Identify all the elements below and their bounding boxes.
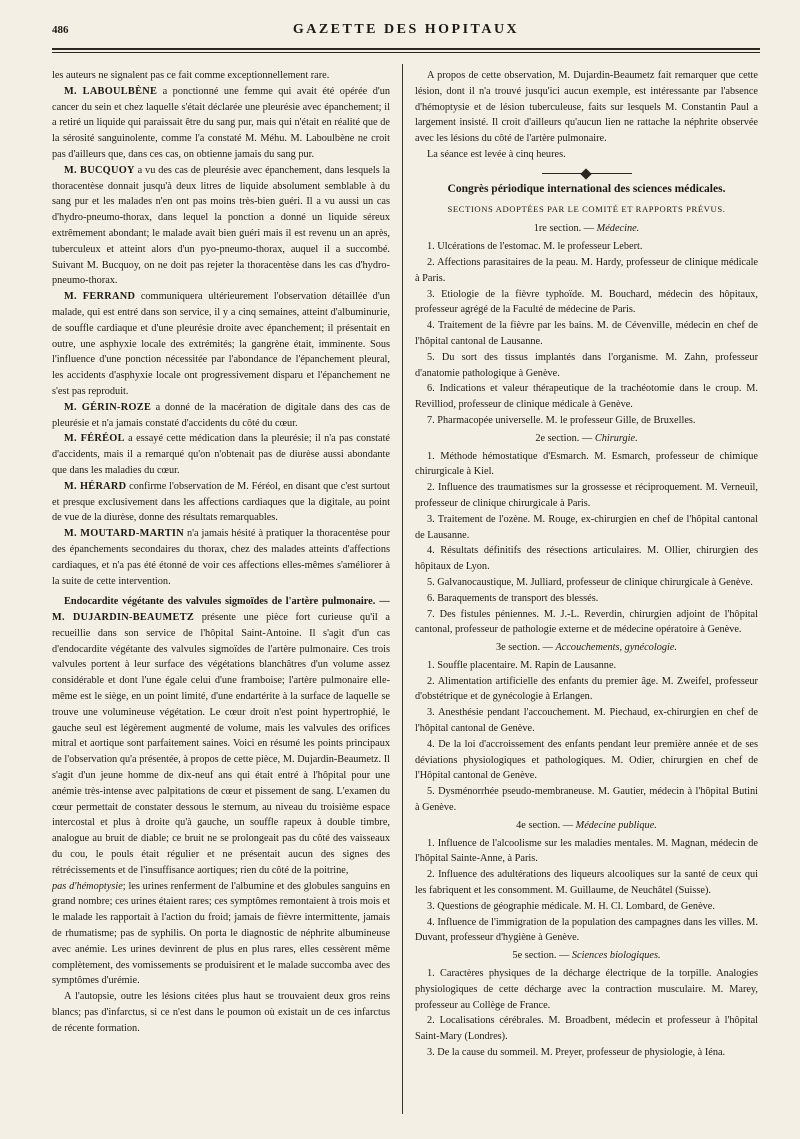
section-topic: Accouchements, gynécologie. — [555, 642, 677, 654]
report-item: 2. Alimentation artificielle des enfants du premier âge. M. Zweifel, professeur d'obstétrique et de gynécologie à Erlangen. — [415, 675, 758, 703]
section-heading — [415, 221, 758, 237]
paragraph-text: les auteurs ne signalent pas ce fait comme exceptionnellement rare. — [52, 70, 330, 81]
paragraph — [52, 989, 390, 1036]
report-item: 3. Anesthésie pendant l'accouchement. M. Piechaud, ex-chirurgien en chef de l'hôpital cantonal de Genève. — [415, 707, 758, 735]
section-title-paragraph — [52, 594, 390, 878]
session-closing: La séance est levée à cinq heures. — [427, 148, 566, 160]
section-topic: Médecine. — [596, 223, 640, 235]
speaker-name: M. LABOULBÈNE — [64, 85, 158, 97]
report-item: 5. Dysménorrhée pseudo-membraneuse. M. Gautier, médecin à l'hôpital Butini à Genève. — [415, 786, 758, 814]
section-number: 4e section. — — [516, 819, 574, 831]
report-item: 1. Méthode hémostatique d'Esmarch. M. Esmarch, professeur de chimique chirurgicale à Kiel. — [415, 450, 758, 478]
left-column — [52, 68, 390, 1037]
report-item: 1. Souffle placentaire. M. Rapin de Lausanne. — [427, 659, 617, 671]
paragraph-text: communiquera ultérieurement l'observation détaillée d'un malade, qui est entré dans son service, il y a cinq semaines, atteint d'albuminurie, de souffle cardiaque et d'une pleurésie droite avec épanchement; il présentait en outre, une asphyxie locale des extrémités; la gangrène était, imminente. Sous l'influence d'une ponction nécessitée par l'abondance de l'épanchement pleural, les accidents d'asphyxie locale ont progressivement disparu et l'épanchement ne s'est pas reproduit. — [52, 291, 390, 397]
paragraph-text: a vu des cas de pleurésie avec épanchement, dans lesquels la thoracentèse donnait jusqu'à deux litres de liquide absolument semblable à du sang pur et les malades n'en ont pas moins très-bien guéri. Il a vu aussi un cas d'hydro-pneumo-thorax, dans lequel la ponction a donné un liquide séreux extrêmement abondant; le malade avait bien guéri mais il est revenu un an après, tuberculeux et atteint alors d'un pyo-pneumo-thorax, auquel il a succombé. Suivant M. Bucquoy, on ne doit pas rejeter la thoracentèse dans les cas d'hydro-pneumo-thorax. — [52, 164, 391, 287]
section-heading — [415, 640, 758, 656]
report-item: 4. Traitement de la fièvre par les bains. M. de Cévenville, médecin en chef de l'hôpital cantonal de Lausanne. — [415, 320, 758, 347]
report-item: 6. Baraquements de transport des blessés. — [427, 592, 599, 604]
congres-title: Congrès périodique international des sciences médicales. — [447, 182, 726, 195]
section-number: 1re section. — — [533, 223, 595, 235]
section-topic: Médecine publique. — [575, 819, 657, 831]
speaker-name: M. FÉRÉOL — [64, 433, 125, 445]
paragraph — [52, 84, 390, 163]
column-divider — [402, 64, 403, 1114]
paragraph-text: ; les urines renferment de l'albumine et des globules sanguins en grand nombre; ces urines étaient rares; ces symptômes remontaient à trois mois et le malade les rapportait à l'action du froid; jamais de fièvre intermittente, jamais de rhumatisme; pas de syphilis. On porta le diagnostic de néphrite albumineuse avec anémie. Les urines devinrent de plus en plus rares, elles cessèrent même complètement, des vomissements se produisirent et le malade succomba avec des symptômes d'urémie. — [52, 880, 390, 987]
page-number: 486 — [52, 24, 69, 36]
paragraph-text: A l'autopsie, outre les lésions citées plus haut se trouvaient deux gros reins blancs; pas d'infarctus, si ce n'est dans le poumon où existait un de ces infarctus de récente formation. — [52, 991, 390, 1034]
speaker-name: M. GÉRIN-ROZE — [64, 401, 152, 413]
speaker-name: M. BUCQUOY — [64, 164, 135, 176]
report-item: 3. Questions de géographie médicale. M. H. Cl. Lombard, de Genève. — [427, 900, 715, 912]
report-item: 4. De la loi d'accroissement des enfants pendant leur première année et de ses déviations physiologiques et pathologiques. M. Odier, chirurgien en chef de l'Hôpital cantonal de Genève. — [415, 738, 758, 782]
paragraph-text: a essayé cette médication dans la pleurésie; il n'a pas constaté d'accidents, mais il a remarqué qu'on n'obtenait pas de diurèse aussi abondante que dans les maladies du cœur. — [52, 433, 391, 476]
right-column — [415, 68, 758, 1061]
paragraph-text: présente une pièce fort curieuse qu'il a recueillie dans son service de l'hôpital Saint-Antoine. Il s'agit d'un cas d'endocardite végétante des valvules sigmoïdes de l'artère pulmonaire. Ces trois valvules portent à leur surface des végétations blanchâtres d'un volume assez considérable et dont l'une égale celui d'une framboise; l'artère pulmonaire elle-même est le siège, en un point limité, d'une endartérite à la surface de laquelle se trouve une volumineuse végétation. Le cœur droit n'est point hypertrophié, le gauche seul est légèrement augmenté de volume, mais les valvules des orifices mitral et aortique sont parfaitement saines. Voici en résumé les points principaux de l'observation qu'a présentée, à propos de cette pièce, M. Dujardin-Beaumetz. Il s'agit d'un jeune homme de dix-neuf ans qui était entré à l'hôpital pour une anémie très-intense avec palpitations de cœur et pissement de sang. L'examen du cœur permettait de constater dessous le sternum, au niveau du troisième espace intercostal et plus à droite qu'à gauche, un souffle rapeux à double timbre, analogue au bruit de diable; ce bruit ne se prolongeait pas du côté des vaisseaux du cou, le pouls était régulier et ne présentait aucun des signes des rétrécissements et de l'insuffisance aortiques; rien du côté de la poitrine, — [52, 612, 390, 876]
italic-phrase: pas d'hémoptysie — [52, 880, 123, 892]
report-item: 3. De la cause du sommeil. M. Preyer, professeur de physiologie, à Iéna. — [427, 1047, 726, 1059]
speaker-name: M. HÉRARD — [64, 480, 127, 492]
paragraph — [52, 431, 390, 478]
paragraph-text: confirme l'observation de M. Féréol, en disant que c'est surtout et presque exclusivement dans les affections cardiaques que la digitale, au point de vue de la diurèse, donne des résultats remarquables. — [52, 480, 390, 524]
report-item: 7. Pharmacopée universelle. M. le professeur Gille, de Bruxelles. — [427, 414, 696, 426]
speaker-name: M. MOUTARD-MARTIN — [64, 528, 184, 540]
report-item: 5. Du sort des tissus implantés dans l'organisme. M. Zahn, professeur d'anatomie pathologique à Genève. — [415, 351, 758, 379]
gazette-title: GAZETTE DES HOPITAUX — [292, 22, 520, 37]
section-number: 5e section. — — [512, 950, 570, 962]
section-separator — [542, 173, 632, 174]
report-item: 1. Caractères physiques de la décharge électrique de la torpille. Analogies physiologiques de cette décharge avec la contraction musculaire. M. Marey, professeur au Collège de France. — [415, 968, 758, 1011]
section-heading — [415, 431, 758, 447]
section-title: Endocardite végétante des valvules sigmoïdes de l'artère pulmonaire. — [64, 596, 376, 608]
speaker-name: — M. DUJARDIN-BEAUMETZ — [52, 596, 390, 624]
separator-ornament — [580, 168, 591, 179]
report-item: 7. Des fistules péniennes. M. J.-L. Reverdin, chirurgien adjoint de l'hôpital cantonal, professeur de pathologie externe et de médecine opératoire à Genève. — [415, 608, 758, 636]
section-topic: Sciences biologiques. — [571, 950, 661, 962]
paragraph — [52, 68, 390, 84]
report-item: 3. Traitement de l'ozène. M. Rouge, ex-chirurgien en chef de l'hôpital cantonal de Lausanne. — [415, 513, 758, 541]
header-rule-thick — [52, 48, 760, 50]
report-item: 5. Galvanocaustique, M. Julliard, professeur de clinique chirurgicale à Genève. — [427, 576, 753, 588]
paragraph — [52, 400, 390, 432]
report-item: 4. Influence de l'immigration de la population des campagnes dans les villes. M. Duvant, professeur d'hygiène à Genève. — [415, 916, 758, 944]
report-item: 1. Ulcérations de l'estomac. M. le professeur Lebert. — [427, 241, 643, 253]
section-topic: Chirurgie. — [594, 432, 638, 444]
paragraph-text: a donné de la macération de digitale dans des cas de pleurésie et n'a jamais constaté d'accidents du côté du cœur. — [52, 401, 390, 429]
report-item: 2. Influence des adultérations des liqueurs alcooliques sur la santé de ceux qui les fabriquent et les consomment. M. Guillaume, de Neuchâtel (Suisse). — [415, 869, 758, 897]
section-heading — [415, 948, 758, 964]
report-item: 1. Influence de l'alcoolisme sur les maladies mentales. M. Magnan, médecin de l'hôpital Sainte-Anne, à Paris. — [415, 837, 758, 865]
paragraph — [52, 526, 390, 589]
congres-sections — [415, 221, 758, 1060]
section-number: 3e section. — — [496, 642, 553, 654]
report-item: 2. Localisations cérébrales. M. Broadbent, médecin et professeur à l'hôpital Saint-Mary (Londres). — [415, 1015, 758, 1043]
report-item: 2. Influence des traumatismes sur la grossesse et réciproquement. M. Verneuil, professeur de clinique chirurgicale à Paris. — [415, 482, 758, 509]
report-item: 2. Affections parasitaires de la peau. M. Hardy, professeur de clinique médicale à Paris. — [415, 256, 758, 284]
paragraph-text: a ponctionné une femme qui avait été opérée d'un cancer du sein et chez laquelle s'était déclarée une pleurésie avec épanchement; il a retiré un liquide qui paraissait être du sang pur, mais qui n'était en réalité que de la sérosité sanguinolente, comme l'a constaté M. Méhu. M. Laboulbène ne croit pas d'ailleurs que, dans ces cas, on obtienne jamais du sang pur. — [52, 85, 390, 160]
report-item: 4. Résultats définitifs des résections articulaires. M. Ollier, chirurgien des hôpitaux de Lyon. — [415, 545, 758, 573]
congres-subtitle: SECTIONS ADOPTÉES PAR LE COMITÉ ET RAPPORTS PRÉVUS. — [447, 203, 726, 214]
paragraph-text: n'a jamais hésité à pratiquer la thoracentèse pour des épanchements secondaires du thorax, chez des malades atteints d'affections cardiaques, et n'a pas été étonné de voir ces affections elles-mêmes s'améliorer à la suite de cette intervention. — [52, 528, 390, 587]
paragraph — [52, 479, 390, 526]
report-item: 3. Etiologie de la fièvre typhoïde. M. Bouchard, médecin des hôpitaux, professeur agrégé de la Faculté de médecine de Paris. — [415, 288, 758, 316]
report-item: 6. Indications et valeur thérapeutique de la trachéotomie dans le croup. M. Revilliod, professeur de clinique médicale à Genève. — [415, 383, 758, 411]
paragraph — [52, 879, 390, 990]
paragraph — [52, 163, 390, 289]
observation-remark: A propos de cette observation, M. Dujardin-Beaumetz fait remarquer que cette lésion, dont il n'a trouvé jusqu'ici aucun exemple, est intéressante par l'absence d'hémoptysie et de lésion tuberculeuse, faits sur lesquels M. Constantin Paul a largement insisté. Il croit d'ailleurs qu'aucun lien ne rattache la néphrite observée avec les lésions du côté de l'artère pulmonaire. — [415, 70, 758, 145]
header-rule-thin — [52, 52, 760, 53]
section-number: 2e section. — — [535, 432, 593, 444]
page-header — [52, 18, 760, 44]
section-heading — [415, 818, 758, 834]
paragraph — [52, 289, 390, 400]
speaker-name: M. FERRAND — [64, 291, 136, 303]
